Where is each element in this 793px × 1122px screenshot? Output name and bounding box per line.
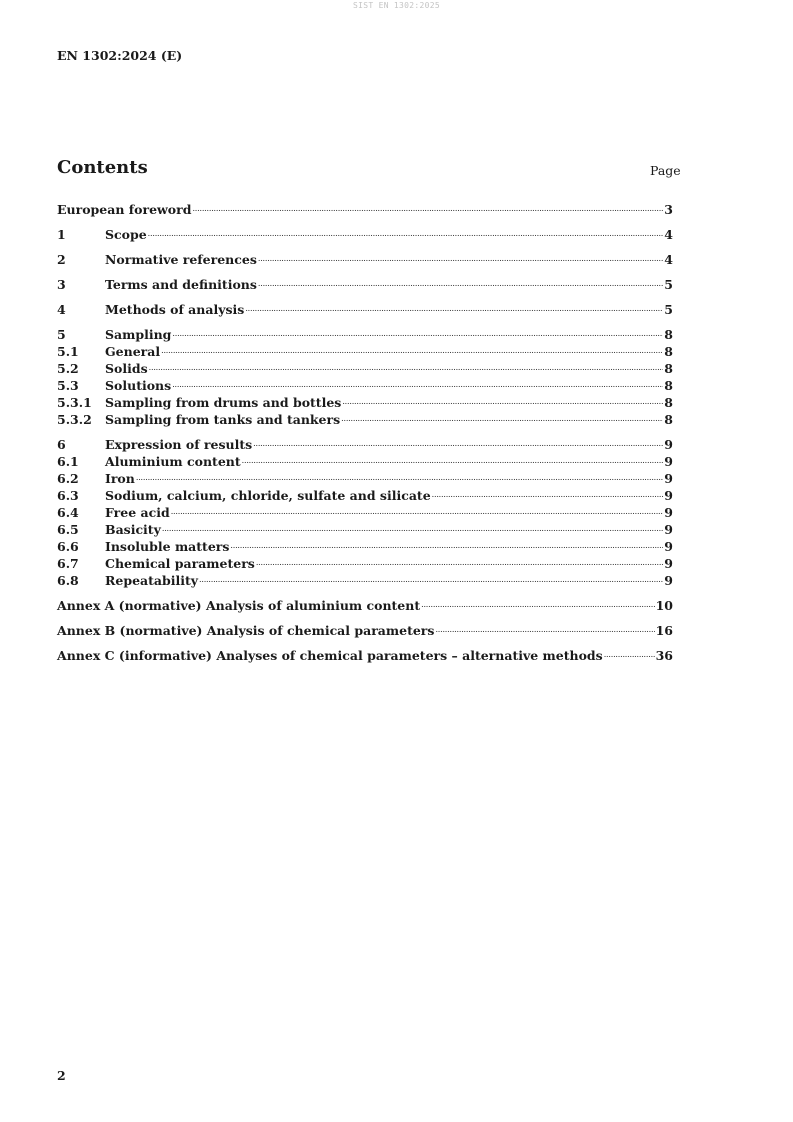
toc-entry-number: 1 — [57, 227, 66, 242]
toc-leader-dots — [604, 649, 655, 661]
toc-entry-page: 9 — [664, 556, 673, 571]
toc-entry-page: 36 — [655, 648, 673, 663]
toc-entry-page: 9 — [664, 505, 673, 520]
toc-entry-number: 6.8 — [57, 573, 79, 588]
toc-entry-number: 5.2 — [57, 361, 79, 376]
toc-entry-title: Scope — [105, 227, 147, 242]
toc-entry-annex-b[interactable] — [57, 622, 673, 639]
toc-entry-5-3-1[interactable] — [57, 394, 673, 411]
toc-entry-page: 5 — [664, 277, 673, 292]
toc-entry-number: 6.6 — [57, 539, 79, 554]
toc-entry-page: 9 — [664, 454, 673, 469]
toc-leader-dots — [432, 489, 664, 501]
toc-entry-title: Iron — [105, 471, 135, 486]
toc-leader-dots — [148, 228, 664, 240]
toc-leader-dots — [435, 624, 654, 636]
toc-leader-dots — [245, 303, 663, 315]
toc-leader-dots — [161, 345, 663, 357]
toc-entry-page: 8 — [664, 412, 673, 427]
toc-entry-6-1[interactable] — [57, 453, 673, 470]
toc-entry-page: 8 — [664, 361, 673, 376]
toc-leader-dots — [149, 362, 664, 374]
watermark: SIST EN 1302:2025 — [353, 1, 440, 10]
toc-entry-page: 9 — [664, 488, 673, 503]
toc-entry-page: 8 — [664, 327, 673, 342]
toc-entry-page: 4 — [664, 227, 673, 242]
toc-entry-title: Normative references — [105, 252, 257, 267]
toc-entry-title: Solutions — [105, 378, 172, 393]
toc-entry-number: 6.3 — [57, 488, 79, 503]
toc-entry-6[interactable] — [57, 436, 673, 453]
toc-entry-title: Free acid — [105, 505, 170, 520]
toc-entry-title: General — [105, 344, 161, 359]
toc-leader-dots — [172, 328, 663, 340]
toc-entry-number: 4 — [57, 302, 66, 317]
toc-entry-page: 9 — [664, 522, 673, 537]
toc-entry-page: 4 — [664, 252, 673, 267]
toc-entry-title: Sampling — [105, 327, 172, 342]
toc-entry-number: 3 — [57, 277, 66, 292]
toc-entry-title: Annex B (normative) Analysis of chemical parameters — [57, 623, 435, 638]
toc-entry-page: 8 — [664, 395, 673, 410]
toc-leader-dots — [256, 557, 663, 569]
toc-entry-title: European foreword — [57, 202, 192, 217]
toc-entry-european-foreword[interactable] — [57, 201, 673, 218]
toc-entry-number: 6.7 — [57, 556, 79, 571]
toc-entry-title: Terms and definitions — [105, 277, 257, 292]
toc-entry-6-2[interactable] — [57, 470, 673, 487]
toc-entry-number: 5.1 — [57, 344, 79, 359]
toc-entry-title: Aluminium content — [105, 454, 241, 469]
toc-entry-6-6[interactable] — [57, 538, 673, 555]
toc-entry-title: Expression of results — [105, 437, 253, 452]
toc-entry-page: 16 — [655, 623, 673, 638]
toc-entry-6-3[interactable] — [57, 487, 673, 504]
toc-entry-number: 5.3 — [57, 378, 79, 393]
toc-entry-6-8[interactable] — [57, 572, 673, 589]
toc-entry-title: Methods of analysis — [105, 302, 245, 317]
toc-entry-page: 8 — [664, 378, 673, 393]
toc-leader-dots — [199, 574, 663, 586]
table-of-contents — [57, 201, 673, 664]
toc-entry-1[interactable] — [57, 226, 673, 243]
toc-entry-number: 2 — [57, 252, 66, 267]
toc-entry-5-3[interactable] — [57, 377, 673, 394]
toc-entry-5-1[interactable] — [57, 343, 673, 360]
toc-entry-number: 5 — [57, 327, 66, 342]
toc-entry-annex-c[interactable] — [57, 647, 673, 664]
toc-entry-page: 9 — [664, 437, 673, 452]
toc-entry-title: Basicity — [105, 522, 161, 537]
toc-leader-dots — [253, 438, 663, 450]
toc-entry-5[interactable] — [57, 326, 673, 343]
toc-entry-page: 3 — [664, 202, 673, 217]
page-column-label: Page — [650, 163, 681, 178]
toc-entry-title: Chemical parameters — [105, 556, 255, 571]
toc-leader-dots — [230, 540, 663, 552]
toc-entry-number: 6.5 — [57, 522, 79, 537]
toc-leader-dots — [242, 455, 664, 467]
toc-entry-5-2[interactable] — [57, 360, 673, 377]
toc-entry-number: 5.3.2 — [57, 412, 92, 427]
toc-entry-annex-a[interactable] — [57, 597, 673, 614]
toc-leader-dots — [162, 523, 663, 535]
toc-entry-number: 5.3.1 — [57, 395, 92, 410]
toc-leader-dots — [258, 278, 663, 290]
toc-entry-page: 8 — [664, 344, 673, 359]
toc-entry-4[interactable] — [57, 301, 673, 318]
toc-entry-5-3-2[interactable] — [57, 411, 673, 428]
toc-entry-number: 6.4 — [57, 505, 79, 520]
footer-page-number: 2 — [57, 1068, 66, 1083]
toc-entry-title: Annex A (normative) Analysis of aluminium content — [57, 598, 421, 613]
toc-entry-6-7[interactable] — [57, 555, 673, 572]
toc-entry-number: 6.1 — [57, 454, 79, 469]
toc-leader-dots — [342, 396, 663, 408]
toc-entry-page: 9 — [664, 471, 673, 486]
toc-entry-title: Sampling from drums and bottles — [105, 395, 342, 410]
toc-entry-title: Sampling from tanks and tankers — [105, 412, 341, 427]
toc-entry-page: 5 — [664, 302, 673, 317]
toc-entry-title: Repeatability — [105, 573, 199, 588]
toc-leader-dots — [172, 379, 663, 391]
toc-entry-page: 9 — [664, 573, 673, 588]
toc-entry-title: Insoluble matters — [105, 539, 230, 554]
contents-title: Contents — [57, 157, 148, 178]
toc-entry-title: Annex C (informative) Analyses of chemical parameters – alternative methods — [57, 648, 603, 663]
toc-entry-page: 9 — [664, 539, 673, 554]
toc-leader-dots — [341, 413, 663, 425]
toc-entry-number: 6 — [57, 437, 66, 452]
toc-leader-dots — [136, 472, 663, 484]
toc-entry-6-5[interactable] — [57, 521, 673, 538]
toc-leader-dots — [192, 203, 663, 215]
toc-entry-3[interactable] — [57, 276, 673, 293]
toc-entry-title: Solids — [105, 361, 148, 376]
toc-leader-dots — [171, 506, 664, 518]
toc-entry-page: 10 — [655, 598, 673, 613]
toc-leader-dots — [421, 599, 654, 611]
toc-entry-6-4[interactable] — [57, 504, 673, 521]
toc-entry-title: Sodium, calcium, chloride, sulfate and silicate — [105, 488, 431, 503]
toc-entry-2[interactable] — [57, 251, 673, 268]
toc-leader-dots — [258, 253, 663, 265]
toc-entry-number: 6.2 — [57, 471, 79, 486]
document-id-header: EN 1302:2024 (E) — [57, 48, 183, 63]
